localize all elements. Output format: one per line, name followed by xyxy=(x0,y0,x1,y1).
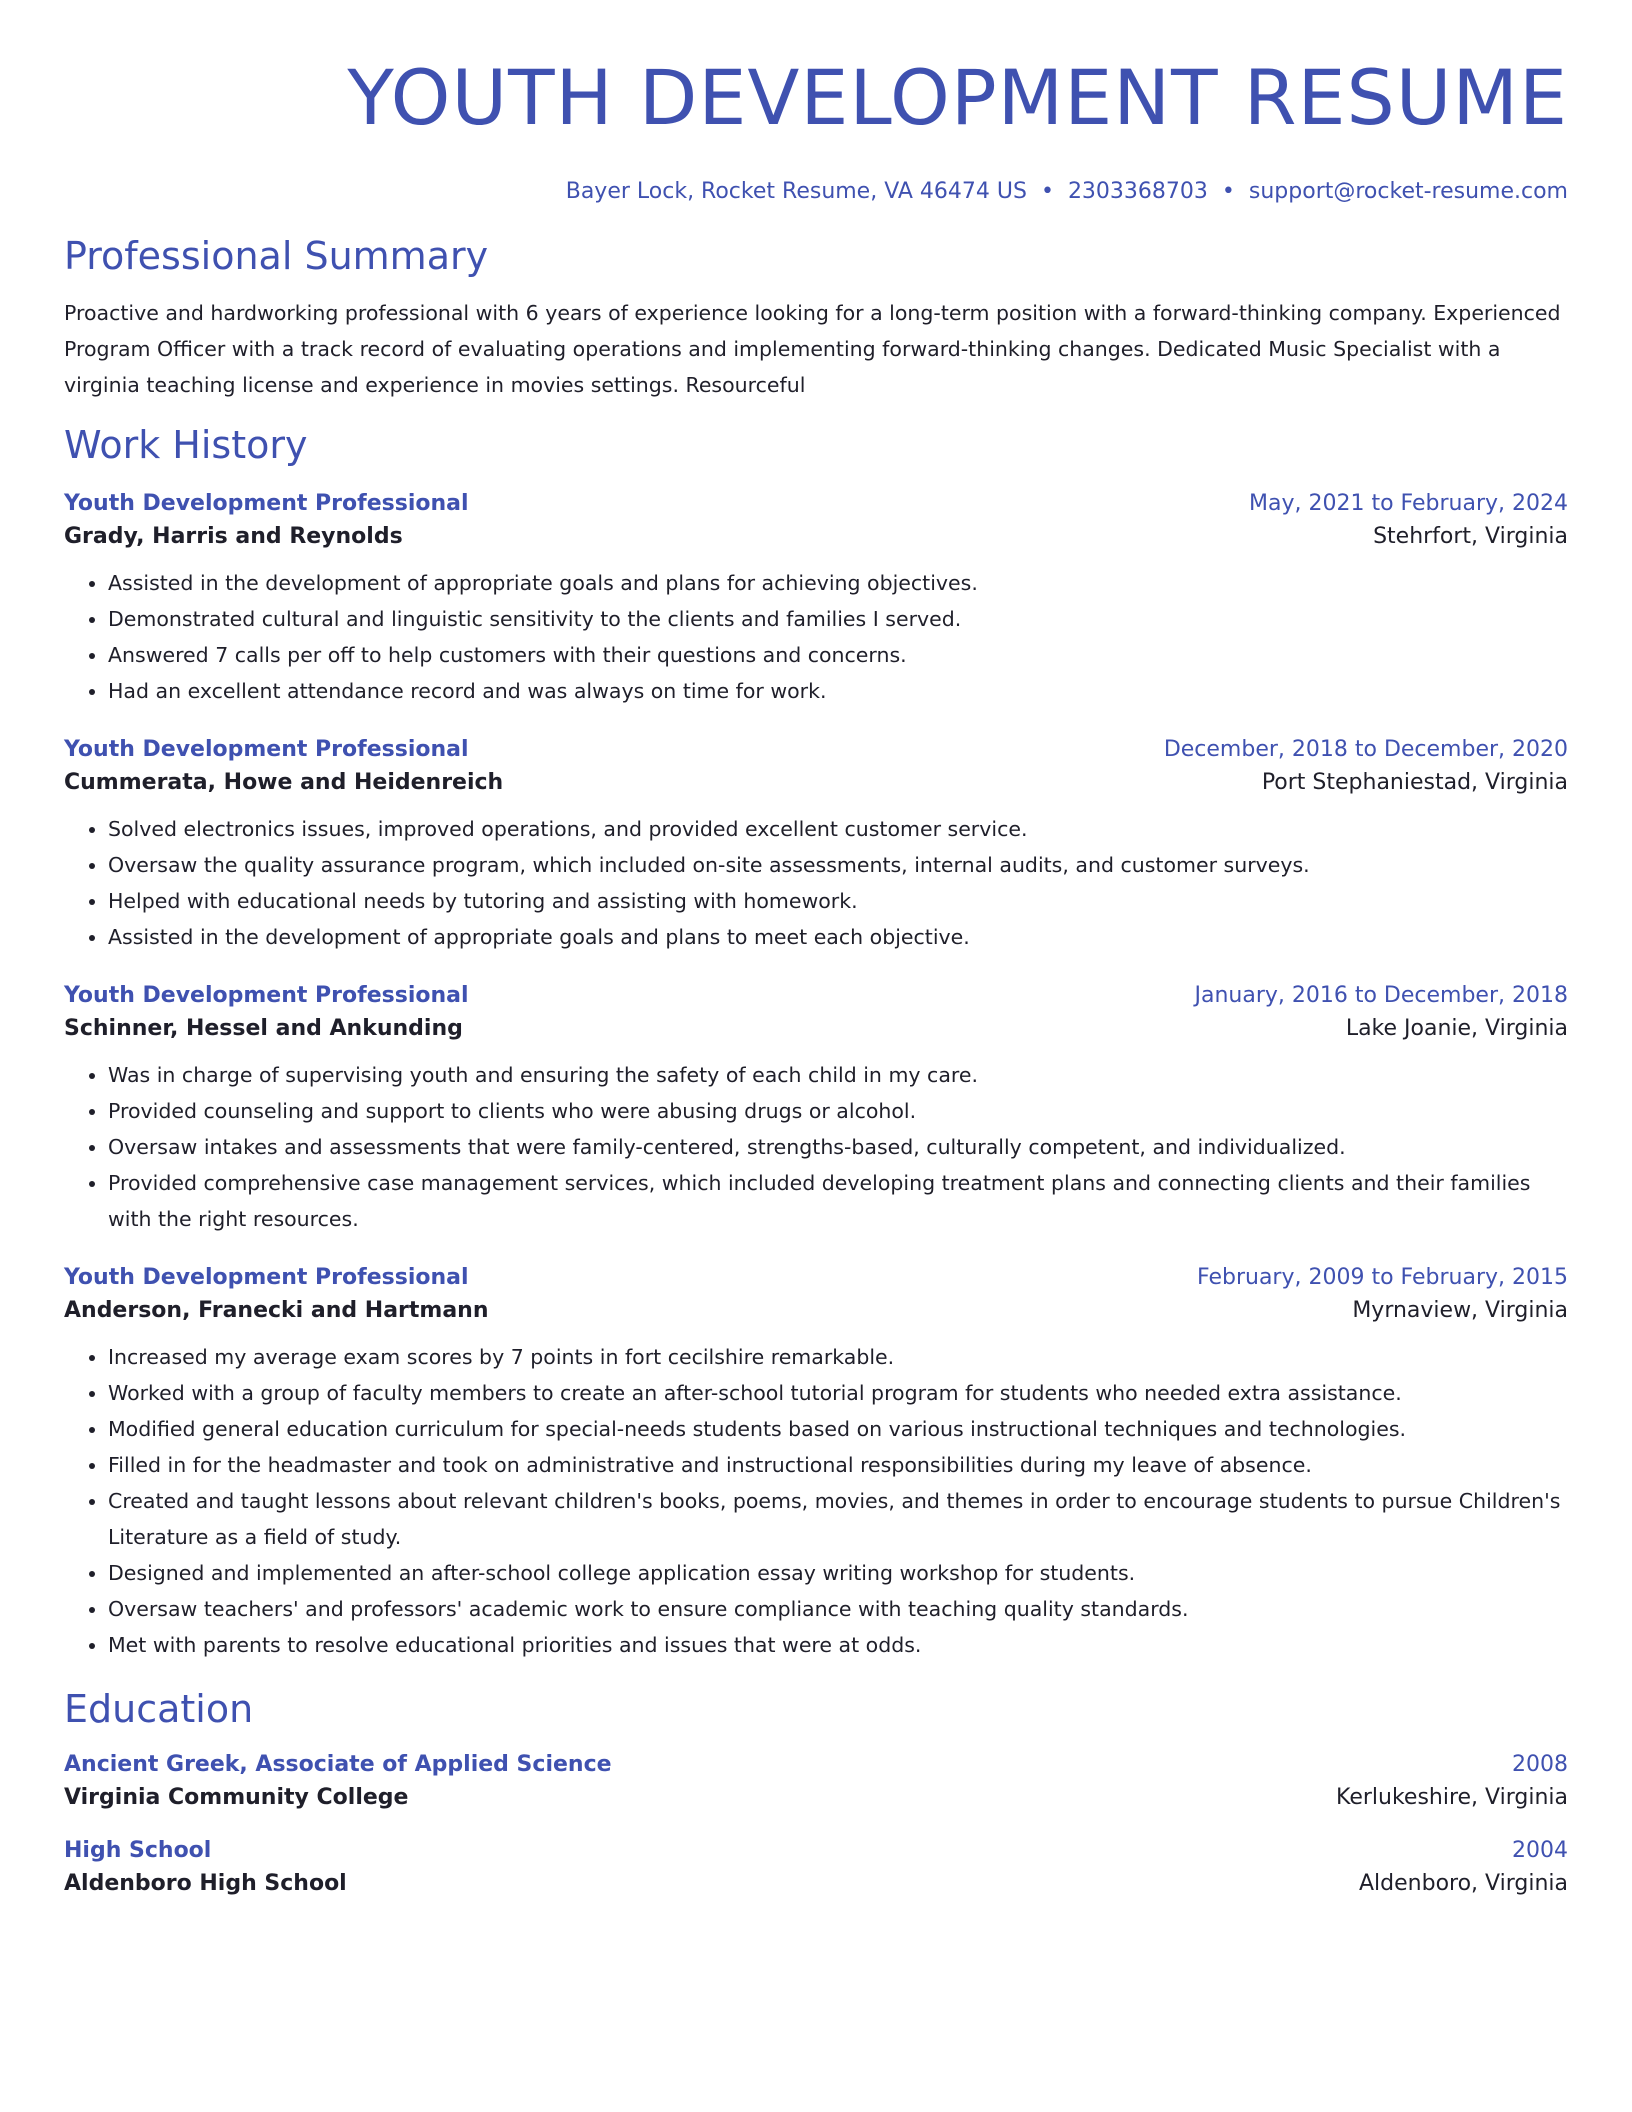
job-location: Myrnaview, Virginia xyxy=(1352,1297,1568,1323)
job-bullet: • Increased my average exam scores by 7 points in fort cecilshire remarkable. xyxy=(108,1339,1568,1375)
job-bullets xyxy=(64,1057,1568,1237)
job-company-row xyxy=(64,1016,1568,1041)
job-bullet: • Assisted in the development of appropriate goals and plans to meet each objective. xyxy=(108,919,1568,955)
job-bullet: • Oversaw teachers' and professors' academic work to ensure compliance with teaching quality standards. xyxy=(108,1591,1568,1627)
job-bullet: • Was in charge of supervising youth and ensuring the safety of each child in my care. xyxy=(108,1057,1568,1093)
job-bullet: • Oversaw the quality assurance program, which included on-site assessments, internal audits, and customer surveys. xyxy=(108,847,1568,883)
professional-summary-section xyxy=(64,232,1568,403)
section-heading-education: Education xyxy=(64,1686,254,1731)
job-company: Cummerata, Howe and Heidenreich xyxy=(64,769,504,795)
job-bullet: • Provided counseling and support to clients who were abusing drugs or alcohol. xyxy=(108,1093,1568,1129)
education-degree-row xyxy=(64,1752,1568,1777)
job-bullet: • Assisted in the development of appropriate goals and plans for achieving objectives. xyxy=(108,565,1568,601)
contact-separator: • xyxy=(1221,179,1235,204)
job-bullets xyxy=(64,565,1568,709)
contact-separator: • xyxy=(1040,179,1054,204)
job-dates: February, 2009 to February, 2015 xyxy=(1197,1264,1568,1290)
contact-phone: 2303368703 xyxy=(1067,179,1208,204)
job-company: Anderson, Franecki and Hartmann xyxy=(64,1297,489,1323)
job-title-row xyxy=(64,737,1568,762)
job-role: Youth Development Professional xyxy=(64,1264,469,1290)
work-history-section xyxy=(64,421,1568,1662)
job-bullet: • Provided comprehensive case management services, which included developing treatment plans and connecting clients and their families with the right resources. xyxy=(108,1165,1568,1237)
education-entry xyxy=(64,1752,1568,1810)
job-bullet: • Had an excellent attendance record and was always on time for work. xyxy=(108,673,1568,709)
job-dates: January, 2016 to December, 2018 xyxy=(1194,982,1568,1008)
job-bullet: • Answered 7 calls per off to help customers with their questions and concerns. xyxy=(108,637,1568,673)
resume-title: YOUTH DEVELOPMENT RESUME xyxy=(347,53,1568,142)
job-company: Grady, Harris and Reynolds xyxy=(64,523,403,549)
job-company-row xyxy=(64,770,1568,795)
job-role: Youth Development Professional xyxy=(64,736,469,762)
job-bullet: • Filled in for the headmaster and took on administrative and instructional responsibilities during my leave of absence. xyxy=(108,1447,1568,1483)
job-bullets xyxy=(64,1339,1568,1663)
contact-address: Bayer Lock, Rocket Resume, VA 46474 US xyxy=(565,179,1027,204)
summary-text: Proactive and hardworking professional with 6 years of experience looking for a long-term position with a forward-thinking company. Experienced Program Officer with a track record of evaluating operations and implementing forward-thinking changes. Dedicated Music Specialist with a virginia teaching license and experience in movies settings. Resourceful xyxy=(64,301,1561,398)
job-title-row xyxy=(64,1265,1568,1290)
job-bullet: • Designed and implemented an after-school college application essay writing workshop for students. xyxy=(108,1555,1568,1591)
job-entry xyxy=(64,737,1568,955)
job-bullet: • Modified general education curriculum for special-needs students based on various instructional techniques and technologies. xyxy=(108,1411,1568,1447)
education-location: Aldenboro, Virginia xyxy=(1359,1871,1568,1897)
education-school-row xyxy=(64,1871,1568,1896)
job-bullet: • Worked with a group of faculty members to create an after-school tutorial program for students who needed extra assistance. xyxy=(108,1375,1568,1411)
job-bullets xyxy=(64,811,1568,955)
job-bullet: • Demonstrated cultural and linguistic sensitivity to the clients and families I served. xyxy=(108,601,1568,637)
education-year: 2008 xyxy=(1512,1752,1568,1778)
job-role: Youth Development Professional xyxy=(64,982,469,1008)
job-company: Schinner, Hessel and Ankunding xyxy=(64,1015,463,1041)
job-company-row xyxy=(64,524,1568,549)
section-heading-work: Work History xyxy=(64,423,308,468)
job-title-row xyxy=(64,491,1568,516)
job-location: Port Stephaniestad, Virginia xyxy=(1261,769,1568,795)
job-location: Lake Joanie, Virginia xyxy=(1345,1015,1568,1041)
resume-header xyxy=(64,50,1568,204)
education-section xyxy=(64,1685,1568,1896)
job-role: Youth Development Professional xyxy=(64,490,469,516)
education-degree: High School xyxy=(64,1838,212,1864)
job-bullet: • Oversaw intakes and assessments that were family-centered, strengths-based, culturally competent, and individualized. xyxy=(108,1129,1568,1165)
job-title-row xyxy=(64,983,1568,1008)
section-heading-summary: Professional Summary xyxy=(64,234,489,278)
job-company-row xyxy=(64,1298,1568,1323)
education-year: 2004 xyxy=(1512,1838,1568,1864)
job-bullet: • Solved electronics issues, improved operations, and provided excellent customer service. xyxy=(108,811,1568,847)
contact-email: support@rocket-resume.com xyxy=(1248,179,1568,204)
education-school-row xyxy=(64,1785,1568,1810)
job-entry xyxy=(64,1265,1568,1663)
education-degree-row xyxy=(64,1838,1568,1863)
education-degree: Ancient Greek, Associate of Applied Science xyxy=(64,1752,612,1778)
job-bullet: • Created and taught lessons about relevant children's books, poems, movies, and themes in order to encourage students to pursue Children's Literature as a field of study. xyxy=(108,1483,1568,1555)
job-entry xyxy=(64,491,1568,709)
job-location: Stehrfort, Virginia xyxy=(1373,523,1568,549)
education-entry xyxy=(64,1838,1568,1896)
job-bullet: • Met with parents to resolve educational priorities and issues that were at odds. xyxy=(108,1627,1568,1663)
job-dates: May, 2021 to February, 2024 xyxy=(1249,490,1568,516)
job-dates: December, 2018 to December, 2020 xyxy=(1163,736,1568,762)
education-school: Aldenboro High School xyxy=(64,1871,347,1897)
education-location: Kerlukeshire, Virginia xyxy=(1335,1785,1568,1811)
job-entry xyxy=(64,983,1568,1237)
contact-line xyxy=(64,179,1568,204)
job-bullet: • Helped with educational needs by tutoring and assisting with homework. xyxy=(108,883,1568,919)
education-school: Virginia Community College xyxy=(64,1785,409,1811)
